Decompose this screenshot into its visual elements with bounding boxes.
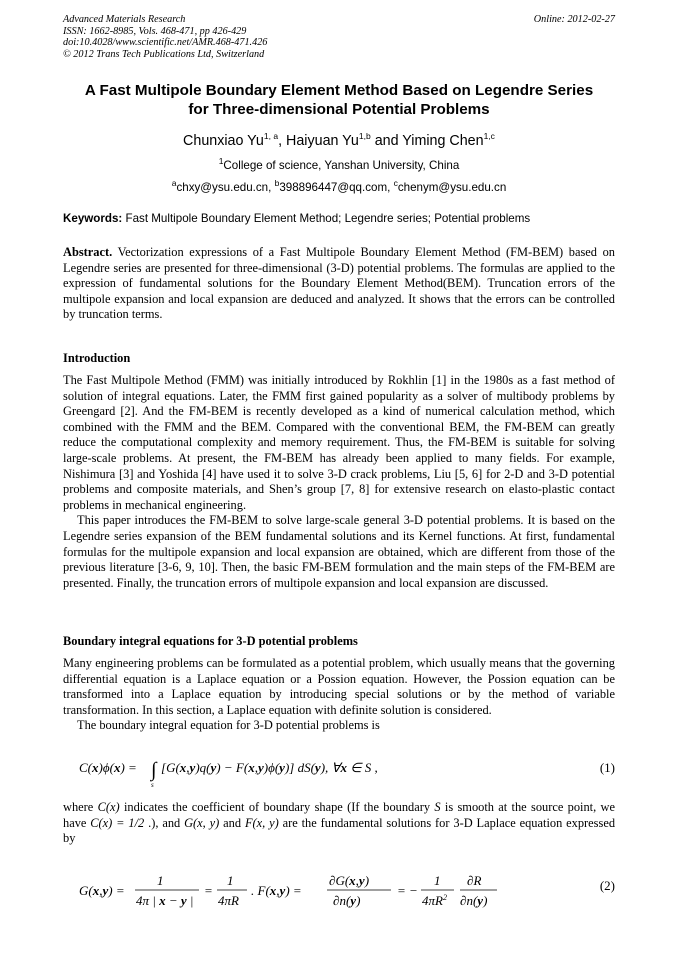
text-run: where [63,800,98,814]
abstract [63,245,615,323]
equation-2-formula [79,872,499,912]
author-list [0,131,678,149]
svg-text:∂n(y): ∂n(y) [460,893,488,908]
author-name: Chunxiao Yu [183,132,264,149]
author-affiliation-sup: 1, a [263,131,279,141]
author-separator: and [370,132,403,149]
bie-body [63,656,615,734]
section-heading-bie: Boundary integral equations for 3-D potential problems [63,634,358,648]
author-emails [0,178,678,194]
section-heading-introduction: Introduction [63,351,131,365]
email-sup: b [274,178,280,188]
paragraph: This paper introduces the FM-BEM to solve large-scale general 3-D potential problems. It is based on the Legendre series expansion of the BEM fundamental solutions and its Kernel functions. At first, fundamental formulas for the multipole expansion and local expansion are obtained, which are different from those of the previous literature [3-6, 9, 10]. Then, the basic FM-BEM formulation and the main steps of the FM-BEM are presented. Finally, the truncation errors of multipole expansion and local expansion are discussed. [63,513,615,590]
math-inline: F(x, y) [244,815,279,830]
svg-text:∂n(y): ∂n(y) [333,893,361,908]
svg-text:∫: ∫ [151,759,157,781]
keywords-label: Keywords: [63,212,123,225]
email-link: chenym@ysu.edu.cn [397,180,507,194]
svg-text:1: 1 [434,873,441,888]
math-inline: C(x) = 1/2 [90,815,145,830]
title-line-1: A Fast Multipole Boundary Element Method Based on Legendre Series [84,82,594,99]
svg-text:∂G(x,y): ∂G(x,y) [329,873,370,888]
svg-text:[G(x,y)q(y) − F(x,y)ϕ(y)] dS(y: [G(x,y)q(y) − F(x,y)ϕ(y)] dS(y), ∀x ∈ S , [161,760,378,775]
paragraph: The boundary integral equation for 3-D potential problems is [77,718,380,733]
email-sup: a [171,178,177,188]
email-link: 398896447@qq.com, [279,180,394,194]
svg-text:∂R: ∂R [467,873,482,888]
paragraph: Many engineering problems can be formulated as a potential problem, which usually means that the governing differential equation is a Laplace equation or a Possion equation. However, the Possion equation can be transformed into a Laplace equation by introducing special solutions or by the method of variable transformation. In this section, a Laplace equation with definite solution is considered. [63,656,615,717]
author-separator: , [278,132,287,149]
paper-title [40,81,638,119]
email-sup: c [393,178,398,188]
equation-1-number: (1) [599,760,615,775]
online-date: Online: 2012-02-27 [533,14,615,25]
svg-text:4πR: 4πR [218,893,239,908]
abstract-text: Vectorization expressions of a Fast Multipole Boundary Element Method (FM-BEM) based on Legendre series are presented for three-dimensional (3-D) potential problems. The formulas are applied to the expression of fundamental solutions for the Boundary Element Method(BEM). Truncation errors of the multipole expansion and local expansion are deduced and analyzed. It shows that the errors can be controlled by truncation terms. [63,245,615,322]
equation-2 [63,872,615,912]
svg-text:C(x)ϕ(x) =: C(x)ϕ(x) = [79,760,137,775]
keywords [63,212,615,225]
svg-text:=: = [204,883,213,898]
introduction-body [63,373,615,591]
text-run: are the fundamental solutions for 3-D Laplace equation expressed by [63,815,616,846]
svg-text:s: s [151,781,154,789]
text-run: indicates the coefficient of boundary shape (If the boundary [119,800,435,814]
where-paragraph [63,800,615,847]
author-affiliation-sup: 1,c [483,131,495,141]
affiliation-text: College of science, Yanshan University, China [223,158,460,172]
author-affiliation-sup: 1,b [358,131,371,141]
keywords-text: Fast Multipole Boundary Element Method; Legendre series; Potential problems [122,212,531,225]
email-link: chxy@ysu.edu.cn, [176,180,275,194]
math-inline: C(x) [97,800,120,814]
abstract-label: Abstract. [63,245,113,259]
doi-line: doi:10.4028/www.scientific.net/AMR.468-471.426 [63,37,268,48]
author-name: Yiming Chen [402,132,484,149]
text-run: .), and [144,815,185,830]
issn-line: ISSN: 1662-8985, Vols. 468-471, pp 426-429 [63,25,247,37]
svg-text:. F(x,y) =: . F(x,y) = [251,883,302,898]
equation-1-formula [79,754,459,789]
equation-1 [63,754,615,789]
text-run: and [219,815,245,830]
svg-text:4π | x − y |: 4π | x − y | [136,893,194,908]
equation-2-number: (2) [599,878,615,893]
title-line-2: for Three-dimensional Potential Problems [188,101,490,118]
copyright-line: © 2012 Trans Tech Publications Ltd, Switzerland [63,48,265,60]
svg-text:G(x,y) =: G(x,y) = [79,883,125,898]
svg-text:1: 1 [227,873,234,888]
text-run: is smooth at the source point, we have [63,800,615,830]
journal-header [63,14,615,60]
affiliation-sup: 1 [218,156,224,166]
affiliation [0,156,678,172]
author-name: Haiyuan Yu [286,132,359,149]
math-inline: G(x, y) [184,815,220,830]
svg-text:1: 1 [157,873,164,888]
journal-name: Advanced Materials Research [63,14,186,25]
math-inline: S [434,800,441,814]
svg-text:4πR2: $4\pi R^2$ [422,893,447,908]
paragraph: The Fast Multipole Method (FMM) was initially introduced by Rokhlin [1] in the 1980s as a fast method of solution of integral equations. Later, the FMM first gained popularity as a solver of multibody problems by Greengard [2]. And the FM-BEM is recently developed as a kind of numerical calculation method, which combined with the FMM and the BEM. Compared with the conventional BEM, the FM-BEM can greatly reduce the computational complexity and memory requirement. Thus, the FM-BEM is suitable for solving large-scale problems. At present, the FM-BEM has already been applied to many fields. For example, Nishimura [3] and Yoshida [4] have used it to solve 3-D crack problems, Liu [5, 6] for 2-D and 3-D potential problems and composite materials, and Shen’s group [7, 8] for extensive research on elasto-plastic contact problems in mechanical engineering. [63,373,615,512]
svg-text:= −: = − [397,883,418,898]
